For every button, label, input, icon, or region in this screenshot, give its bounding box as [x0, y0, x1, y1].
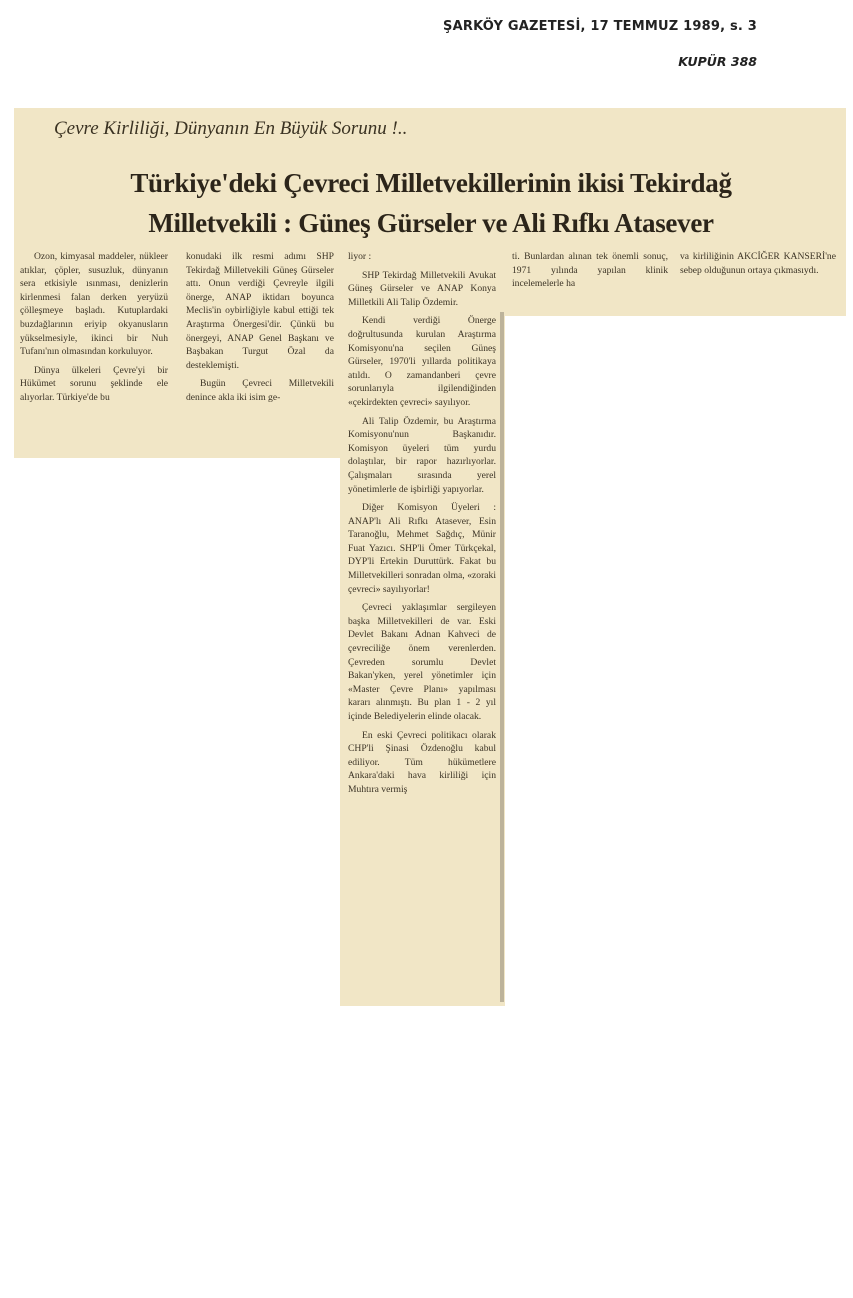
paragraph: ti. Bunlardan alınan tek önemli sonuç, 1971 yılında yapılan klinik incelemelerle ha [512, 251, 668, 290]
column-rule [500, 312, 504, 1002]
paragraph: Kendi verdiği Önerge doğrultusunda kurulan Araştırma Komisyonu'na seçilen Güneş Gürseler, 1970'li yıllarda politikaya atıldı. O zamandanberi çevre sorunlarıyla ilgilendiğinden «çekirdekten çevreci» sayılıyor. [348, 315, 496, 408]
article-column-2 [186, 250, 334, 410]
paragraph: konudaki ilk resmi adımı SHP Tekirdağ Milletvekili Güneş Gürseler attı. Onun verdiği Çevreyle ilgili önerge, ANAP iktidarı boyunca Meclis'in oybirliğiyle kabul ettiği tek Araştırma Önergesi'dir. Çünkü bu önergeyi, ANAP Genel Başkanı ve Başbakan Turgut Özal da desteklemişti. [186, 251, 334, 371]
headline-line-2: Milletvekili : Güneş Gürseler ve Ali Rıfkı Atasever [148, 208, 714, 238]
paragraph: va kirliliğinin AKCİĞER KANSERİ'ne sebep olduğunun ortaya çıkmasıydı. [680, 251, 836, 276]
article-column-1 [20, 250, 168, 410]
paragraph: Ozon, kimyasal maddeler, nükleer atıklar, çöpler, susuzluk, dünyanın sera etkisiyle ısınması, denizlerin kirlenmesi falan derken yeryüzü çölleşmeye başladı. Kutuplardaki buzdağlarının eriyip okyanusların yükselmesiyle, ikinci bir Nuh Tufanı'nın olmasından korkuluyor. [20, 251, 168, 358]
paragraph: SHP Tekirdağ Milletvekili Avukat Güneş Gürseler ve ANAP Konya Milletkili Ali Talip Özdemir. [348, 269, 496, 308]
article-headline [22, 163, 840, 243]
article-column-4 [512, 250, 668, 296]
paragraph: Bugün Çevreci Milletvekili denince akla iki isim ge- [186, 378, 334, 403]
article-column-5 [680, 250, 836, 282]
paragraph: En eski Çevreci politikacı olarak CHP'li Şinasi Özdenoğlu kabul ediliyor. Tüm hükümetlere Ankara'daki hava kirliliği için Muhtıra vermiş [348, 729, 496, 795]
clipping-number: KUPÜR 388 [678, 54, 757, 69]
article-column-3 [348, 250, 496, 802]
article-kicker: Çevre Kirliliği, Dünyanın En Büyük Sorunu !.. [54, 118, 408, 139]
newspaper-source-line: ŞARKÖY GAZETESİ, 17 TEMMUZ 1989, s. 3 [443, 19, 757, 34]
paragraph: Çevreci yaklaşımlar sergileyen başka Milletvekilleri de var. Eski Devlet Bakanı Adnan Kahveci de çevreciliğe önem verenlerden. Çevreden sorumlu Devlet Bakan'yken, yerel yönetimler için «Master Çevre Planı» yapılması kararı alınmıştı. Bu plan 1 - 2 yıl içinde Belediyelerin elinde olacak. [348, 602, 496, 722]
paragraph: liyor : [348, 251, 372, 262]
paragraph: Ali Talip Özdemir, bu Araştırma Komisyonu'nun Başkanıdır. Komisyon üyeleri tüm yurdu dolaştılar, bir rapor hazırlıyorlar. Çalışmaları sırasında yerel yönetimlerle de işbirliği yapıyorlar. [348, 415, 496, 495]
paragraph: Dünya ülkeleri Çevre'yi bir Hükümet sorunu şeklinde ele alıyorlar. Türkiye'de bu [20, 364, 168, 403]
paragraph: Diğer Komisyon Üyeleri : ANAP'lı Ali Rıfkı Atasever, Esin Taranoğlu, Mehmet Sağdıç, Münir Fuat Yazıcı. SHP'li Ömer Türkçekal, DYP'li Ertekin Duruttürk. Fakat bu Milletvekilleri sonradan olma, «zoraki çevreci» sayılıyorlar! [348, 502, 496, 595]
headline-line-1: Türkiye'deki Çevreci Milletvekillerinin ikisi Tekirdağ [130, 168, 732, 198]
